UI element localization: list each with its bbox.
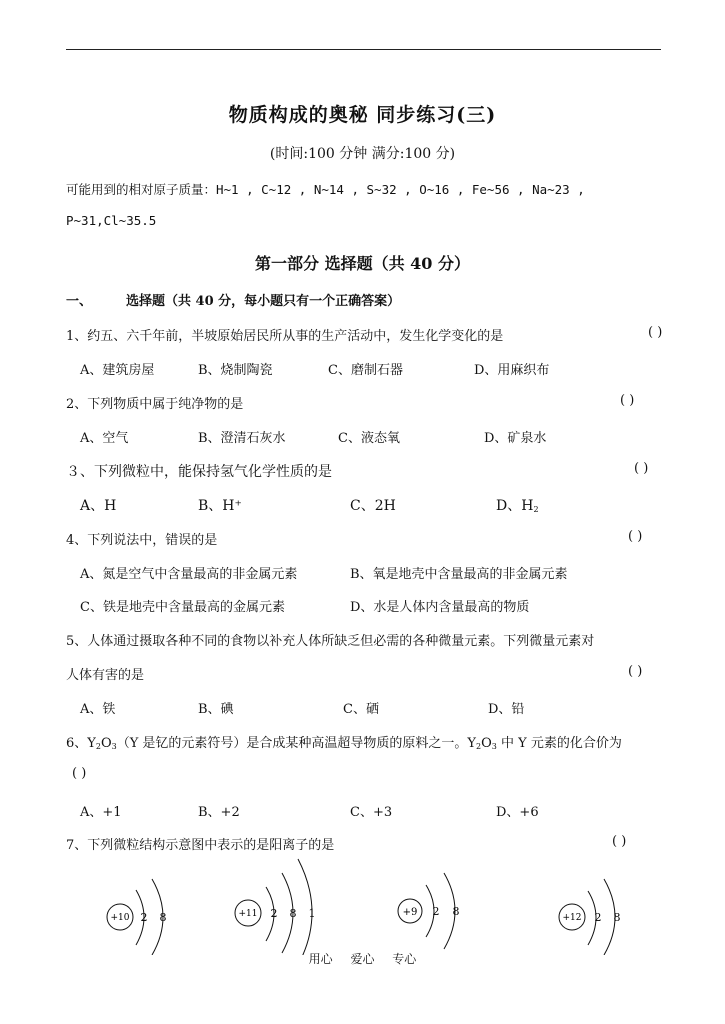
question-3-answer-bracket[interactable]: ( ) — [634, 461, 649, 476]
question-6-option-a[interactable]: A、+1 — [80, 805, 122, 820]
shell-electron-count: 8 — [613, 911, 621, 924]
part-description: 选择题（共 40 分，每小题只有一个正确答案） — [126, 294, 401, 309]
question-6-option-d[interactable]: D、+6 — [496, 805, 539, 820]
page-footer: 用心 爱心 专心 — [308, 952, 417, 966]
question-2-stem: 2、下列物质中属于纯净物的是 — [66, 397, 244, 412]
question-5-option-a[interactable]: A、铁 — [80, 702, 116, 717]
question-2-answer-bracket[interactable]: ( ) — [620, 393, 635, 408]
question-5-option-d[interactable]: D、铅 — [488, 702, 525, 717]
page-title: 物质构成的奥秘 同步练习(三) — [228, 104, 497, 126]
question-7-answer-bracket[interactable]: ( ) — [612, 834, 627, 849]
question-2-option-c[interactable]: C、液态氧 — [338, 431, 400, 446]
question-1-option-c[interactable]: C、磨制石器 — [328, 363, 403, 378]
question-5-answer-bracket[interactable]: ( ) — [628, 664, 643, 679]
shell-electron-count: 2 — [594, 911, 602, 924]
section-title: 第一部分 选择题（共 40 分） — [255, 254, 470, 273]
question-4-option-d[interactable]: D、水是人体内含量最高的物质 — [350, 600, 530, 615]
question-3-stem: ３、下列微粒中，能保持氢气化学性质的是 — [66, 464, 332, 480]
part-number: 一、 — [66, 294, 93, 309]
question-1-option-d[interactable]: D、用麻织布 — [474, 363, 550, 378]
question-6-subscript-3: 2 — [476, 742, 482, 751]
question-3-option-d-text: D、H — [496, 498, 534, 514]
question-2-option-d[interactable]: D、矿泉水 — [484, 431, 547, 446]
question-5-stem-line-1: 5、人体通过摄取各种不同的食物以补充人体所缺乏但必需的各种微量元素。下列微量元素对 — [66, 634, 595, 649]
question-4-option-c[interactable]: C、铁是地壳中含量最高的金属元素 — [80, 600, 285, 615]
header-rule — [66, 49, 661, 50]
question-6-stem — [66, 732, 622, 751]
atom-diagram-d[interactable] — [552, 855, 652, 955]
question-1-option-a[interactable]: A、建筑房屋 — [80, 363, 155, 378]
question-6-stem-part-b: O — [100, 736, 112, 751]
question-1-stem: 1、约五、六千年前，半坡原始居民所从事的生产活动中，发生化学变化的是 — [66, 329, 504, 344]
question-6-option-c[interactable]: C、+3 — [350, 805, 393, 820]
nucleus-charge: +10 — [110, 913, 130, 923]
question-3-option-d[interactable] — [496, 495, 539, 515]
question-4-option-b[interactable]: B、氧是地壳中含量最高的非金属元素 — [350, 567, 568, 582]
shell-electron-count: 2 — [432, 905, 440, 918]
atom-diagram-a[interactable] — [100, 855, 200, 955]
question-3-option-c[interactable]: C、2H — [350, 498, 396, 514]
question-5-stem-line-2: 人体有害的是 — [66, 668, 145, 683]
question-6-stem-part-e: 中 Y 元素的化合价为 — [496, 736, 622, 751]
question-6-option-b[interactable]: B、+2 — [198, 805, 240, 820]
question-3-option-d-subscript: 2 — [533, 505, 539, 514]
question-3-option-b[interactable]: B、H⁺ — [198, 498, 242, 514]
question-4-stem: 4、下列说法中，错误的是 — [66, 533, 218, 548]
atomic-mass-line-2: P~31,Cl~35.5 — [66, 213, 157, 228]
atom-diagram-b[interactable] — [228, 855, 328, 955]
question-6-subscript-2: 3 — [111, 742, 117, 751]
question-5-option-c[interactable]: C、硒 — [343, 702, 379, 717]
question-6-answer-bracket[interactable]: ( ) — [72, 766, 87, 781]
shell-electron-count: 8 — [159, 911, 167, 924]
shell-electron-count: 1 — [308, 907, 316, 920]
question-3-option-a[interactable]: A、H — [80, 498, 117, 514]
exam-info: (时间:100 分钟 满分:100 分) — [269, 146, 456, 162]
nucleus-charge: +11 — [238, 909, 258, 919]
question-2-option-a[interactable]: A、空气 — [80, 431, 129, 446]
question-2-option-b[interactable]: B、澄清石灰水 — [198, 431, 286, 446]
question-6-stem-part-c: （Y 是钇的元素符号）是合成某种高温超导物质的原料之一。Y — [116, 736, 477, 751]
shell-electron-count: 8 — [452, 905, 460, 918]
question-6-subscript-1: 2 — [95, 742, 101, 751]
question-1-answer-bracket[interactable]: ( ) — [648, 325, 663, 340]
shell-electron-count: 2 — [270, 907, 278, 920]
atomic-mass-line-1: 可能用到的相对原子质量：H~1 , C~12 , N~14 , S~32 , O~16 , Fe~56 , Na~23 , — [66, 182, 585, 197]
nucleus-charge: +9 — [402, 907, 418, 918]
shell-electron-count: 2 — [140, 911, 148, 924]
question-6-subscript-4: 3 — [491, 742, 497, 751]
question-6-stem-part-a: 6、Y — [66, 736, 96, 751]
question-6-stem-part-d: O — [481, 736, 492, 751]
question-5-option-b[interactable]: B、碘 — [198, 702, 234, 717]
shell-electron-count: 8 — [289, 907, 297, 920]
question-7-stem: 7、下列微粒结构示意图中表示的是阳离子的是 — [66, 838, 335, 853]
question-4-option-a[interactable]: A、氮是空气中含量最高的非金属元素 — [80, 567, 298, 582]
nucleus-charge: +12 — [562, 913, 582, 923]
question-1-option-b[interactable]: B、烧制陶瓷 — [198, 363, 273, 378]
atom-diagram-c[interactable] — [390, 855, 490, 955]
question-4-answer-bracket[interactable]: ( ) — [628, 529, 643, 544]
